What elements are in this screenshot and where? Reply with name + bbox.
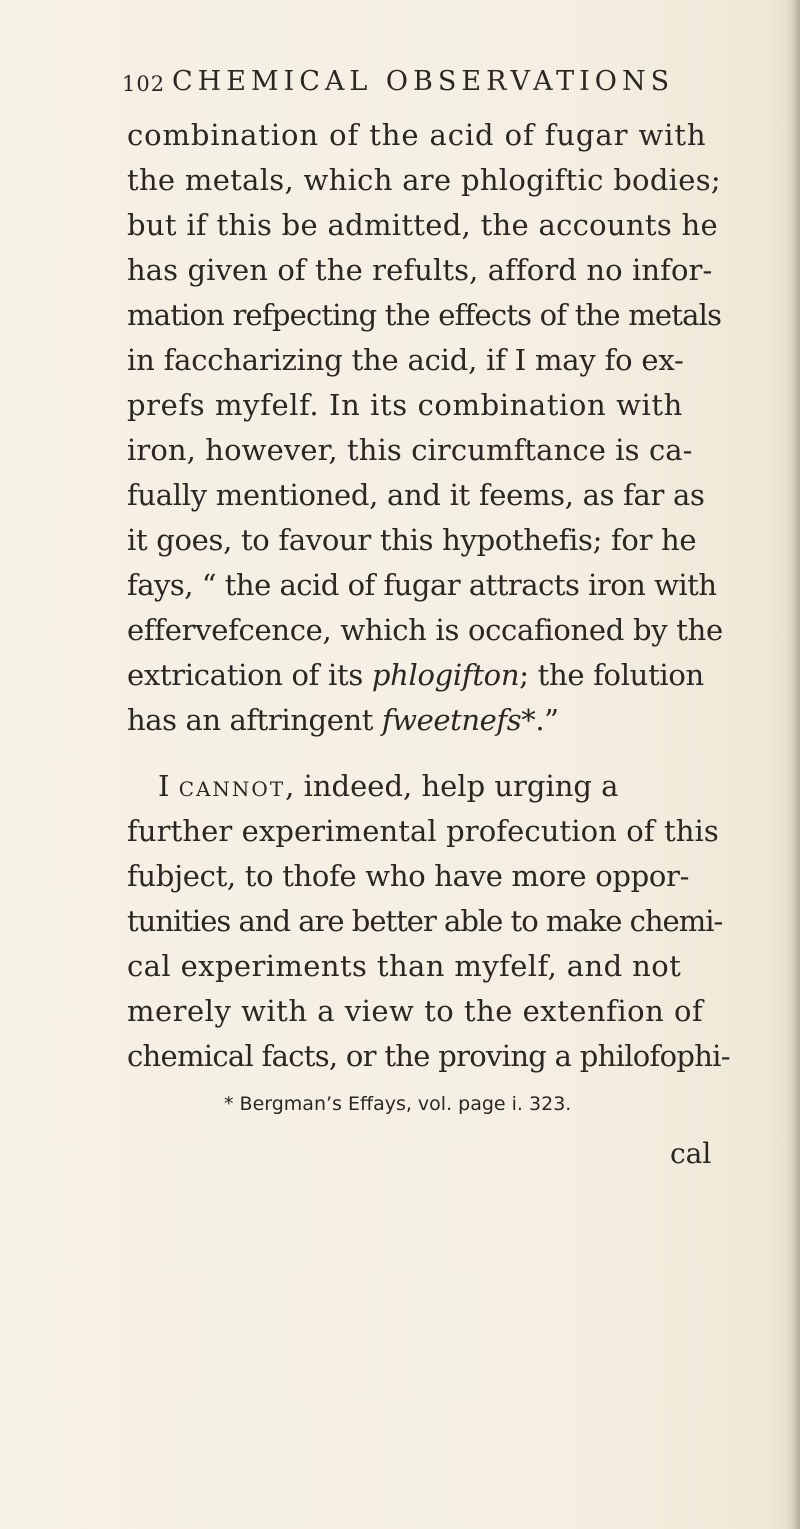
text-run: I <box>158 769 179 803</box>
text-line: it goes, to favour this hypothefis; for he <box>127 523 697 557</box>
text-line: tunities and are better able to make chemi- <box>127 904 723 938</box>
text-line: combination of the acid of fugar with <box>127 118 707 152</box>
text-line <box>158 763 748 809</box>
text-line: prefs myfelf. In its combination with <box>127 388 683 422</box>
text-line: in faccharizing the acid, if I may fo ex- <box>127 343 684 377</box>
text-line: mation refpecting the effects of the metals <box>127 298 722 332</box>
text-line <box>127 652 747 698</box>
text-line: fubject, to thofe who have more oppor- <box>127 859 690 893</box>
italic-word: phlogifton <box>371 658 520 692</box>
text-line: cal experiments than myfelf, and not <box>127 949 682 983</box>
page-header <box>122 66 722 102</box>
text-line <box>127 697 747 743</box>
running-head: CHEMICAL OBSERVATIONS <box>172 66 675 97</box>
page-number: 102 <box>122 72 166 96</box>
text-run: ; the folution <box>519 658 704 692</box>
text-line: fays, “ the acid of fugar attracts iron with <box>127 568 717 602</box>
text-run: *.” <box>521 703 559 737</box>
text-run: , indeed, help urging a <box>285 769 619 803</box>
footnote: * Bergman’s Effays, vol. page i. 323. <box>224 1093 572 1115</box>
italic-word: fweetnefs <box>381 703 522 737</box>
text-line: fually mentioned, and it feems, as far as <box>127 478 705 512</box>
text-line: but if this be admitted, the accounts he <box>127 208 718 242</box>
text-line: effervefcence, which is occafioned by the <box>127 613 723 647</box>
text-line: further experimental profecution of this <box>127 814 719 848</box>
text-line: chemical facts, or the proving a philofophi- <box>127 1039 730 1073</box>
text-line: the metals, which are phlogiftic bodies; <box>127 163 721 197</box>
catchword: cal <box>670 1137 712 1170</box>
page-edge-shadow <box>786 0 800 1529</box>
text-line: iron, however, this circumftance is ca- <box>127 433 693 467</box>
text-run: has an aftringent <box>127 703 382 737</box>
text-line: merely with a view to the extenfion of <box>127 994 704 1028</box>
text-line: has given of the refults, afford no infor- <box>127 253 713 287</box>
small-caps-word: cannot <box>178 769 286 803</box>
text-run: extrication of its <box>127 658 372 692</box>
